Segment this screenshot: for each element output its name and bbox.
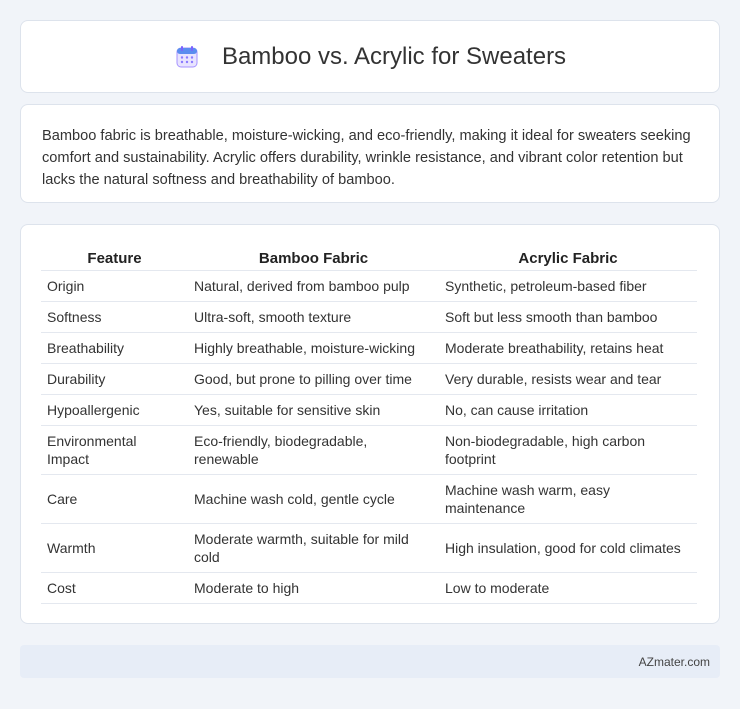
table-row [41, 302, 697, 333]
comparison-table [41, 243, 697, 604]
table-row [41, 395, 697, 426]
column-header-feature: Feature [41, 243, 188, 271]
acrylic-cell: Soft but less smooth than bamboo [439, 302, 697, 333]
table-row [41, 426, 697, 475]
table-row [41, 573, 697, 604]
table-row [41, 333, 697, 364]
bamboo-cell: Yes, suitable for sensitive skin [188, 395, 439, 426]
acrylic-cell: No, can cause irritation [439, 395, 697, 426]
feature-cell: Softness [41, 302, 188, 333]
bamboo-cell: Good, but prone to pilling over time [188, 364, 439, 395]
comparison-table-card [20, 224, 720, 624]
title-card [20, 20, 720, 93]
acrylic-cell: Very durable, resists wear and tear [439, 364, 697, 395]
bamboo-cell: Ultra-soft, smooth texture [188, 302, 439, 333]
feature-cell: Care [41, 475, 188, 524]
table-row [41, 364, 697, 395]
bamboo-cell: Moderate to high [188, 573, 439, 604]
bamboo-cell: Machine wash cold, gentle cycle [188, 475, 439, 524]
feature-cell: Hypoallergenic [41, 395, 188, 426]
bamboo-cell: Eco-friendly, biodegradable, renewable [188, 426, 439, 475]
acrylic-cell: Low to moderate [439, 573, 697, 604]
intro-card [20, 104, 720, 203]
acrylic-cell: Moderate breathability, retains heat [439, 333, 697, 364]
table-row [41, 271, 697, 302]
bamboo-cell: Highly breathable, moisture-wicking [188, 333, 439, 364]
title-row [174, 43, 566, 71]
calendar-icon [174, 44, 200, 70]
bamboo-cell: Moderate warmth, suitable for mild cold [188, 524, 439, 573]
feature-cell: Environmental Impact [41, 426, 188, 475]
feature-cell: Warmth [41, 524, 188, 573]
bamboo-cell: Natural, derived from bamboo pulp [188, 271, 439, 302]
feature-cell: Durability [41, 364, 188, 395]
footer [20, 645, 720, 678]
table-row [41, 524, 697, 573]
column-header-acrylic: Acrylic Fabric [439, 243, 697, 271]
feature-cell: Origin [41, 271, 188, 302]
acrylic-cell: Non-biodegradable, high carbon footprint [439, 426, 697, 475]
acrylic-cell: Machine wash warm, easy maintenance [439, 475, 697, 524]
intro-text: Bamboo fabric is breathable, moisture-wicking, and eco-friendly, making it ideal for sweaters seeking comfort and sustainability. Acrylic offers durability, wrinkle resistance, and vibrant color retention but lacks the natural softness and breathability of bamboo. [42, 128, 691, 188]
acrylic-cell: High insulation, good for cold climates [439, 524, 697, 573]
column-header-bamboo: Bamboo Fabric [188, 243, 439, 271]
feature-cell: Breathability [41, 333, 188, 364]
table-header-row [41, 243, 697, 271]
footer-brand: AZmater.com [638, 654, 710, 669]
page-title: Bamboo vs. Acrylic for Sweaters [221, 42, 567, 70]
feature-cell: Cost [41, 573, 188, 604]
acrylic-cell: Synthetic, petroleum-based fiber [439, 271, 697, 302]
table-row [41, 475, 697, 524]
